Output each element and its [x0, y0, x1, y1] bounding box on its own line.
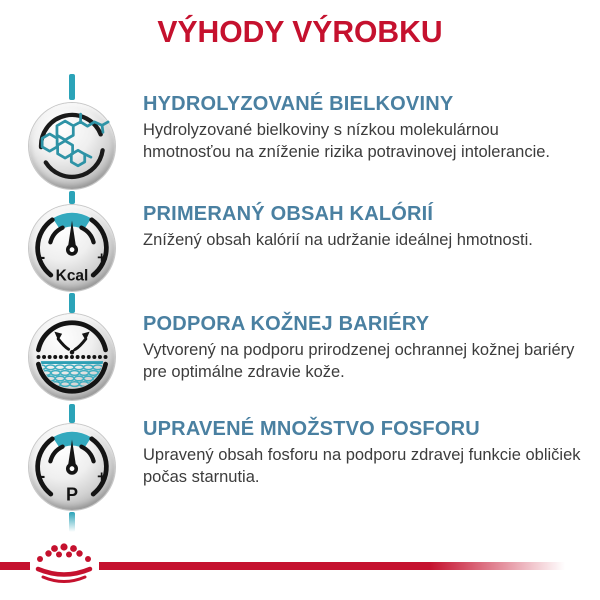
benefit-heading: UPRAVENÉ MNOŽSTVO FOSFORU: [143, 418, 480, 440]
skin-barrier-icon: [29, 314, 115, 400]
timeline-connector: [69, 404, 75, 423]
footer-red-line-right: [99, 562, 600, 570]
phosphorus-gauge-icon: [29, 424, 115, 510]
benefit-section: [143, 92, 590, 163]
benefit-body: Upravený obsah fosforu na podporu zdravej funkcie obličiek počas starnutia.: [143, 446, 581, 486]
benefit-section: [143, 312, 590, 383]
benefit-heading: PRIMERANÝ OBSAH KALÓRIÍ: [143, 203, 434, 225]
gauge-plus-label: +: [97, 468, 107, 486]
benefit-body: Znížený obsah kalórií na udržanie ideálnej hmotnosti.: [143, 231, 533, 249]
timeline-connector: [69, 191, 75, 204]
page-title: VÝHODY VÝROBKU: [157, 14, 443, 49]
benefit-heading: HYDROLYZOVANÉ BIELKOVINY: [143, 93, 454, 115]
royal-canin-crown-logo: [32, 542, 96, 590]
medallion-phosphorus-gauge: [29, 424, 115, 510]
footer-red-line-left: [0, 562, 30, 570]
molecule-icon: [29, 103, 115, 189]
timeline-connector-fade: [69, 512, 75, 532]
medallion-calorie-gauge: [29, 205, 115, 291]
benefit-body: Hydrolyzované bielkoviny s nízkou molekulárnou hmotnosťou na zníženie rizika potravinovej intolerancie.: [143, 121, 550, 161]
gauge-minus-label: -: [39, 465, 46, 486]
timeline-connector: [69, 293, 75, 313]
gauge-minus-label: -: [39, 246, 46, 267]
benefit-section: [143, 202, 590, 251]
benefit-heading: PODPORA KOŽNEJ BARIÉRY: [143, 313, 430, 335]
gauge-unit-label: Kcal: [55, 267, 89, 285]
benefit-body: Vytvorený na podporu prirodzenej ochrannej kožnej bariéry pre optimálne zdravie kože.: [143, 341, 575, 381]
gauge-unit-label: P: [65, 484, 79, 505]
medallion-hydrolyzed-protein: [29, 103, 115, 189]
calorie-gauge-icon: [29, 205, 115, 291]
benefit-section: [143, 417, 590, 488]
medallion-skin-barrier: [29, 314, 115, 400]
gauge-plus-label: +: [97, 249, 107, 267]
timeline-connector: [69, 74, 75, 100]
